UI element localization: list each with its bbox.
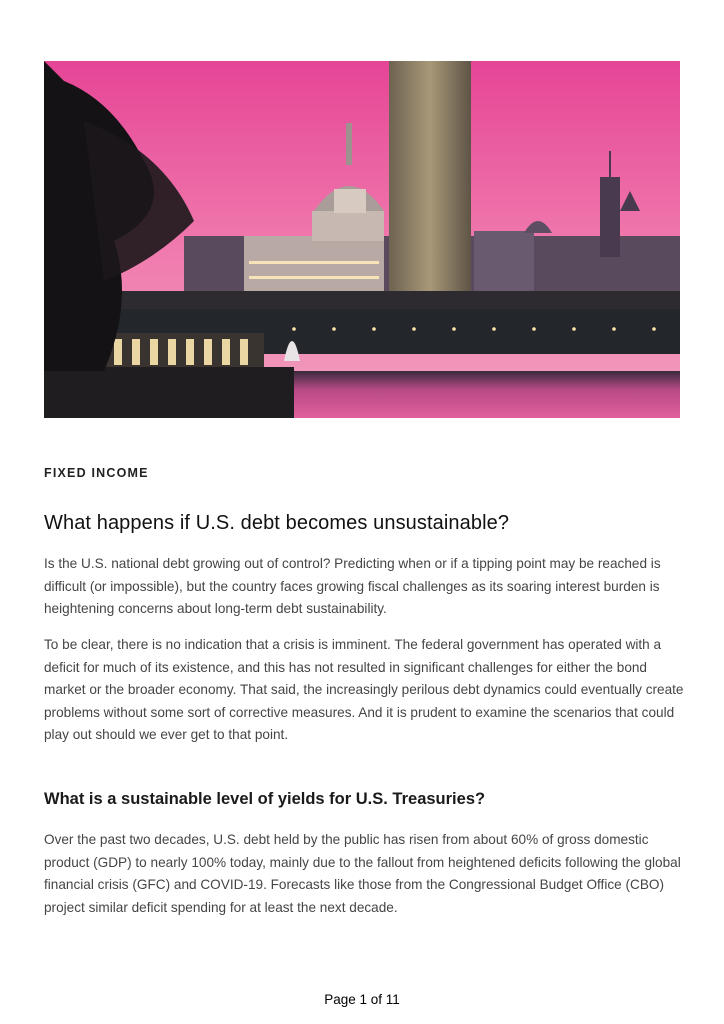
hero-image [44,61,680,418]
category-label: FIXED INCOME [44,466,149,480]
section-paragraph: Over the past two decades, U.S. debt held by the public has risen from about 60% of gross domestic product (GDP) to nearly 100% today, mainly due to the fallout from heightened deficits following the global financial crisis (GFC) and COVID-19. Forecasts like those from the Congressional Budget Office (CBO) project similar deficit spending for at least the next decade. [44,832,681,915]
page-number: Page 1 of 11 [324,992,400,1007]
intro-paragraph: Is the U.S. national debt growing out of control? Predicting when or if a tipping point may be reached is difficult (or impossible), but the country faces growing fiscal challenges as its soaring interest burden is heightening concerns about long-term debt sustainability. [44,556,661,617]
capitol-photo [44,61,680,418]
context-paragraph: To be clear, there is no indication that a crisis is imminent. The federal government has operated with a deficit for much of its existence, and this has not resulted in significant challenges for either the bond market or the broader economy. That said, the increasingly perilous debt dynamics could eventually create problems without some sort of corrective measures. And it is prudent to examine the scenarios that could play out should we ever get to that point. [44,637,684,743]
section-heading: What is a sustainable level of yields for U.S. Treasuries? [44,790,486,808]
article-title: What happens if U.S. debt becomes unsustainable? [44,512,510,534]
